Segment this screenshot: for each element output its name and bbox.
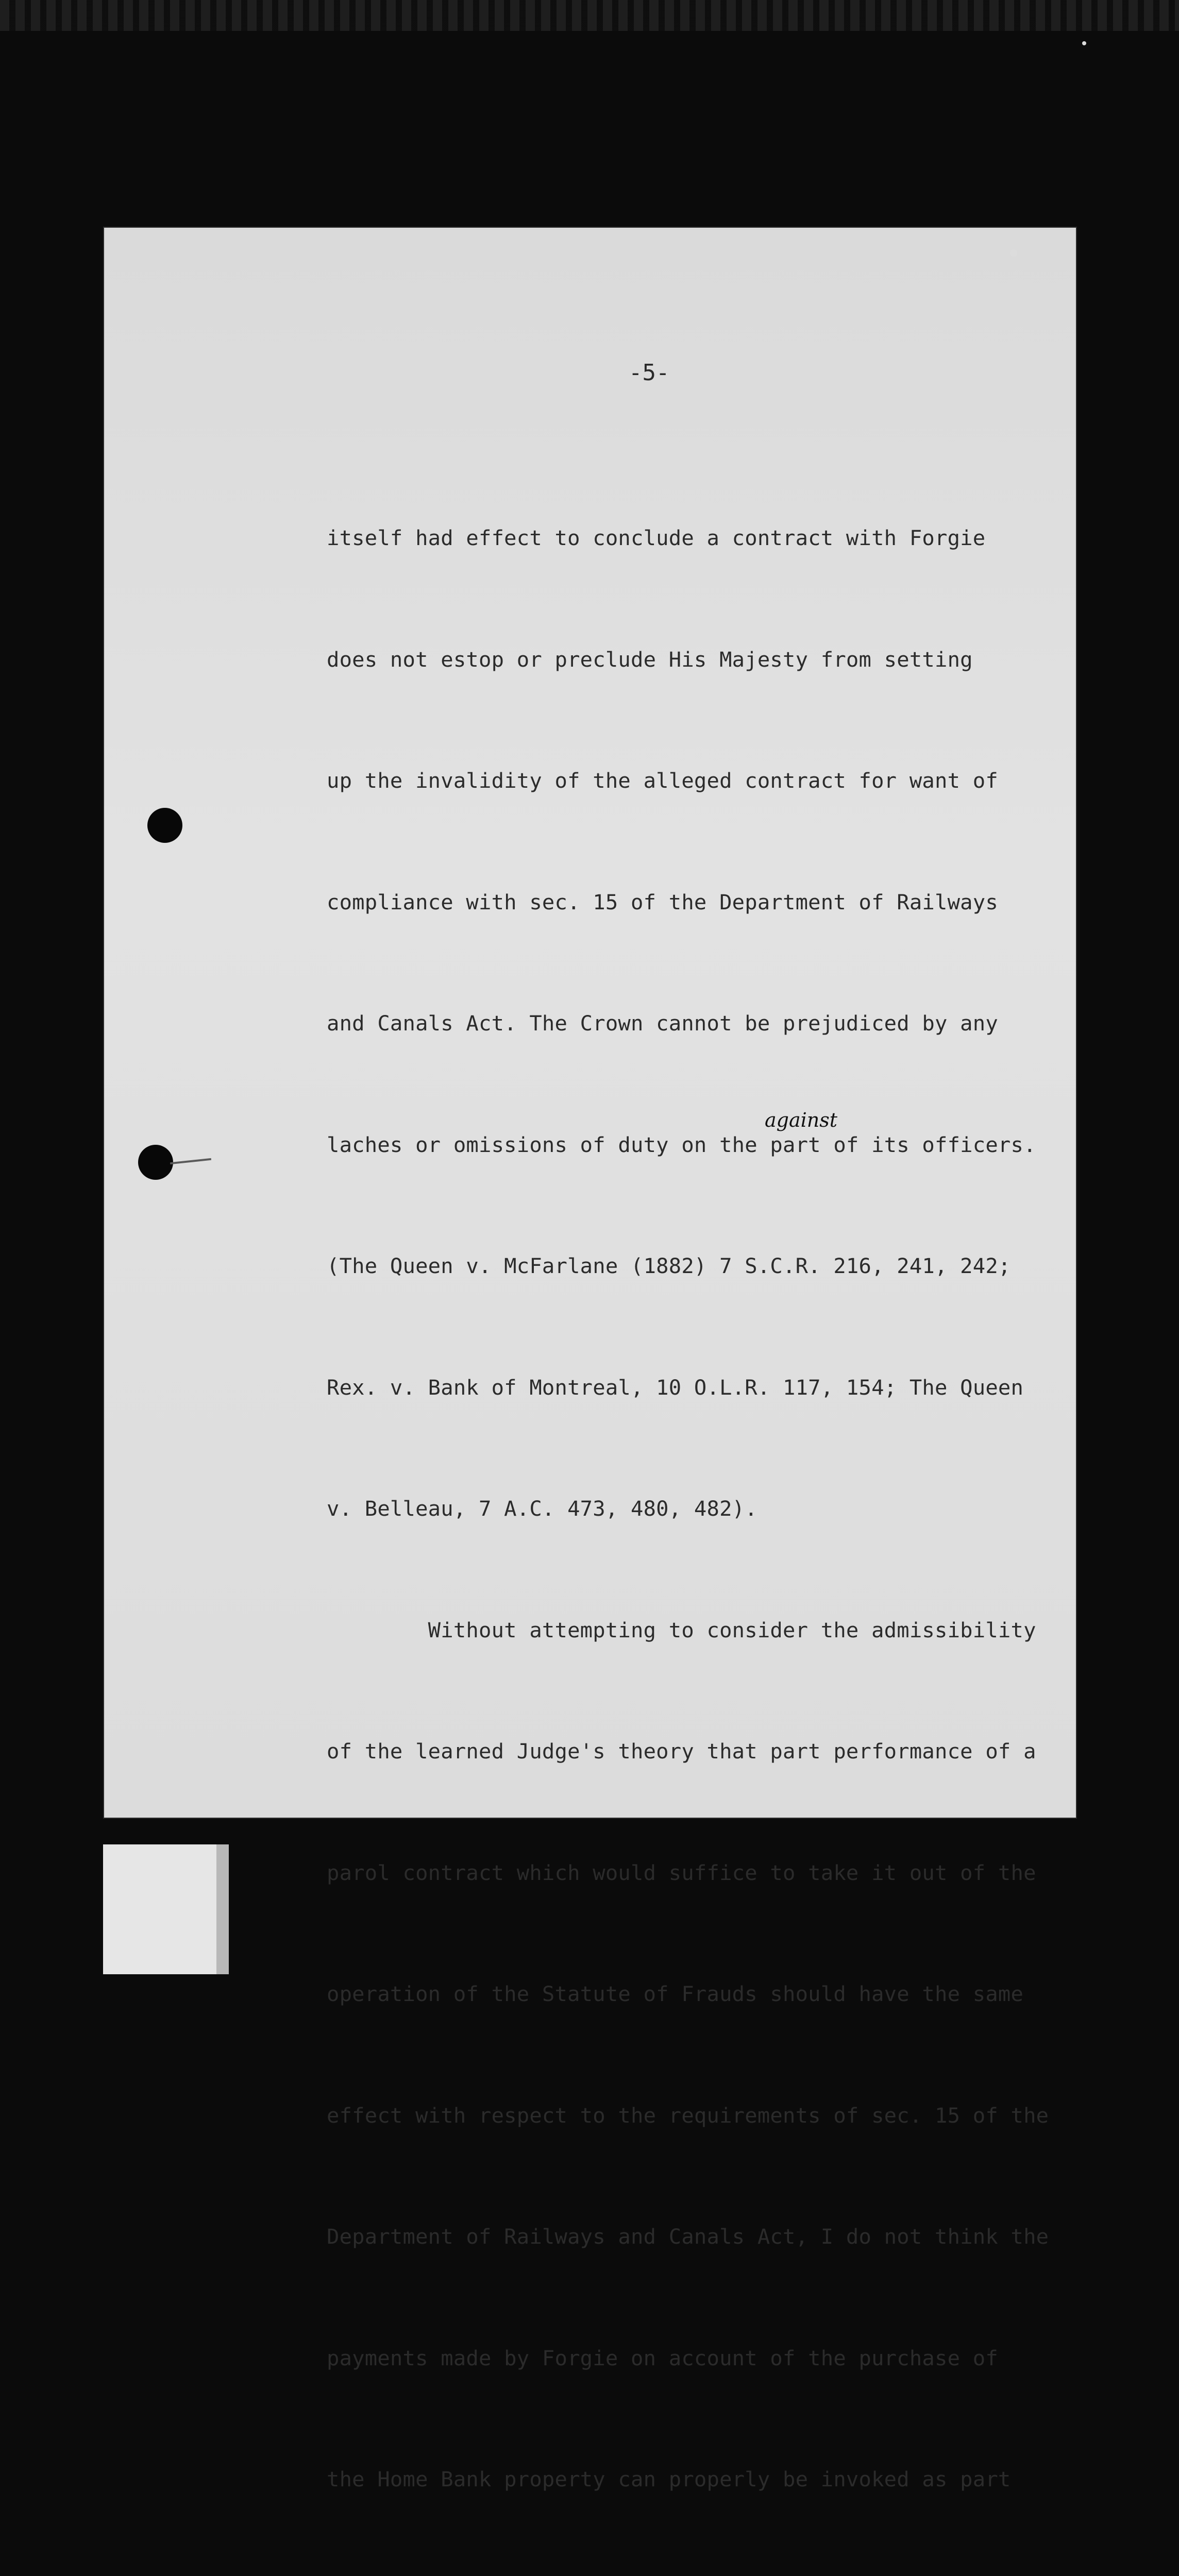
text-line: Department of Railways and Canals Act, I do not think the xyxy=(327,2224,1049,2249)
film-edge xyxy=(0,0,1179,31)
dust-speck xyxy=(1082,41,1086,45)
text-line: effect with respect to the requirements of sec. 15 of the xyxy=(327,2103,1049,2128)
film-label-edge xyxy=(216,1844,229,1974)
text-line: compliance with sec. 15 of the Department of Railways xyxy=(327,889,998,914)
text-line: the Home Bank property can properly be invoked as part xyxy=(327,2467,1011,2492)
text-line: (The Queen v. McFarlane (1882) 7 S.C.R. 216, 241, 242; xyxy=(327,1253,1011,1278)
text-line: up the invalidity of the alleged contract for want of xyxy=(327,768,998,793)
punch-hole xyxy=(147,808,182,843)
text-line: payments made by Forgie on account of the purchase of xyxy=(327,2345,998,2370)
text-line: itself had effect to conclude a contract with Forgie xyxy=(327,526,986,550)
text-line: does not estop or preclude His Majesty from setting xyxy=(327,647,973,672)
punch-hole xyxy=(138,1145,173,1180)
text-line: operation of the Statute of Frauds should have the same xyxy=(327,1981,1024,2006)
film-label-card xyxy=(103,1844,227,1974)
body-text xyxy=(327,437,1069,2576)
text-line: parol contract which would suffice to take it out of the xyxy=(327,1860,1036,1885)
text-line: and Canals Act. The Crown cannot be prejudiced by any xyxy=(327,1011,998,1036)
handwritten-correction: against xyxy=(765,1109,838,1131)
page-number: -5- xyxy=(629,360,670,386)
text-line: Rex. v. Bank of Montreal, 10 O.L.R. 117, 154; The Queen xyxy=(327,1375,1024,1400)
text-line: Without attempting to consider the admissibility xyxy=(327,1617,1036,1642)
text-line: of the learned Judge's theory that part performance of a xyxy=(327,1739,1036,1764)
dust-speck xyxy=(1010,249,1017,257)
text-line: v. Belleau, 7 A.C. 473, 480, 482). xyxy=(327,1496,757,1521)
text-line: laches or omissions of duty on the part of its officers. xyxy=(327,1132,1036,1157)
